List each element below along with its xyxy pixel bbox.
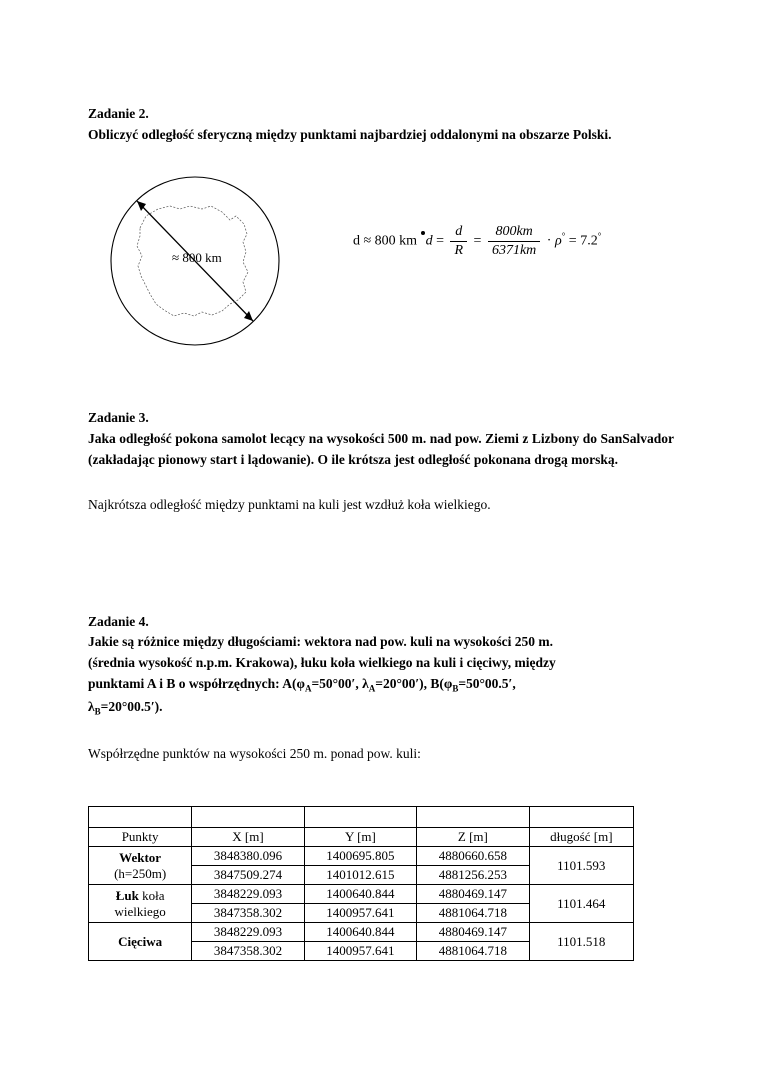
task4-line3-mid1: =50°00′, λ: [311, 676, 369, 692]
task3-note: Najkrótsza odległość między punktami na kuli jest wzdłuż koła wielkiego.: [88, 496, 491, 512]
table-row: [89, 807, 634, 828]
row-label-wektor-bold: Wektor: [119, 849, 162, 865]
cell-length: 1101.464: [529, 885, 633, 923]
task4-line4-pre: λ: [88, 698, 95, 714]
cell-z: 4881256.253: [417, 866, 529, 885]
cell-z: 4880469.147: [417, 923, 529, 942]
task2-heading: Zadanie 2.: [88, 106, 149, 121]
table-header-row: [89, 828, 634, 847]
cell-x: 3848380.096: [192, 847, 304, 866]
cell-y: 1400957.641: [304, 942, 416, 961]
row-label-cieciwa-bold: Cięciwa: [118, 933, 163, 949]
cell-x: 3847509.274: [192, 866, 304, 885]
formula-result-degree: °: [597, 230, 602, 241]
empty-cell: [417, 807, 529, 828]
task2-formula: [353, 224, 601, 259]
fraction1-numerator: d: [450, 224, 467, 242]
poland-circle-diagram: [110, 176, 280, 346]
cell-z: 4881064.718: [417, 904, 529, 923]
row-label-wektor: [89, 847, 192, 885]
cell-y: 1400957.641: [304, 904, 416, 923]
task4-body-line3: [88, 674, 674, 697]
cell-length: 1101.518: [529, 923, 633, 961]
row-label-luk-sub: wielkiego: [114, 903, 166, 919]
task4-line3-mid3: =50°00.5′,: [458, 676, 516, 692]
fraction2-denominator: 6371km: [491, 242, 537, 258]
task4-sub-a1: A: [304, 683, 312, 694]
task2-figure-row: [88, 166, 674, 356]
cell-x: 3848229.093: [192, 885, 304, 904]
formula-fraction-1: [450, 224, 467, 259]
task3-body: Jaka odległość pokona samolot lecący na wysokości 500 m. nad pow. Ziemi z Lizbony do SanSalvador (zakładając pionowy start i lądowanie). O ile krótsza jest odległość pokonana drogą morską.: [88, 430, 674, 467]
task4-body-line4: [88, 697, 674, 720]
cell-z: 4880469.147: [417, 885, 529, 904]
header-punkty: Punkty: [89, 828, 192, 847]
task4-line3-mid2: =20°00′), B(φ: [375, 676, 453, 692]
cell-x: 3848229.093: [192, 923, 304, 942]
task4-body-line1: Jakie są różnice między długościami: wektora nad pow. kuli na wysokości 250 m.: [88, 634, 554, 650]
task2-body: Obliczyć odległość sferyczną między punktami najbardziej oddalonymi na obszarze Polski.: [88, 126, 612, 142]
fraction2-numerator: 800km: [488, 224, 540, 242]
table-row: [89, 885, 634, 904]
formula-fraction-2: [488, 224, 540, 259]
header-x: X [m]: [192, 828, 304, 847]
formula-equals-1: =: [436, 233, 444, 249]
row-label-cieciwa: [89, 923, 192, 961]
cell-z: 4881064.718: [417, 942, 529, 961]
formula-rho-degree: °: [561, 230, 566, 241]
header-z: Z [m]: [417, 828, 529, 847]
cell-y: 1401012.615: [304, 866, 416, 885]
cell-z: 4880660.658: [417, 847, 529, 866]
table-row: [89, 923, 634, 942]
task4-sub-b1: B: [452, 683, 459, 694]
formula-equals-3: =: [568, 233, 577, 249]
cell-y: 1400640.844: [304, 885, 416, 904]
task4-note: Współrzędne punktów na wysokości 250 m. ponad pow. kuli:: [88, 745, 421, 761]
task4-body-line2: (średnia wysokość n.p.m. Krakowa), łuku koła wielkiego na kuli i cięciwy, między: [88, 655, 556, 671]
task4-heading: Zadanie 4.: [88, 613, 149, 629]
cell-y: 1400695.805: [304, 847, 416, 866]
task4-sub-a2: A: [368, 683, 376, 694]
row-label-luk: [89, 885, 192, 923]
formula-equals-2: =: [473, 233, 482, 249]
formula-d-symbol: d: [425, 233, 433, 249]
figure-distance-label: ≈ 800 km: [172, 249, 222, 265]
task4-line3-pre: punktami A i B o współrzędnych: A(φ: [88, 676, 305, 692]
task3-heading: Zadanie 3.: [88, 409, 149, 425]
cell-length: 1101.593: [529, 847, 633, 885]
results-table: [88, 806, 634, 961]
row-label-luk-rest: koła: [138, 887, 165, 903]
formula-result: 7.2: [580, 233, 598, 249]
task4-sub-b2: B: [94, 706, 101, 717]
fraction1-denominator: R: [454, 242, 464, 258]
empty-cell: [192, 807, 304, 828]
task4-line4-rest: =20°00.5′).: [100, 698, 163, 714]
cell-y: 1400640.844: [304, 923, 416, 942]
formula-prefix: d ≈ 800 km: [353, 233, 418, 249]
formula-multiply-dot: ·: [546, 233, 552, 249]
formula-rho: ρ: [554, 233, 562, 249]
empty-cell: [304, 807, 416, 828]
header-dlugosc: długość [m]: [529, 828, 633, 847]
row-label-luk-bold: Łuk: [115, 887, 139, 903]
row-label-wektor-sub: (h=250m): [114, 865, 167, 881]
header-y: Y [m]: [304, 828, 416, 847]
cell-x: 3847358.302: [192, 942, 304, 961]
dot-accent-icon: [421, 231, 425, 235]
empty-cell: [89, 807, 192, 828]
table-row: [89, 847, 634, 866]
empty-cell: [529, 807, 633, 828]
cell-x: 3847358.302: [192, 904, 304, 923]
